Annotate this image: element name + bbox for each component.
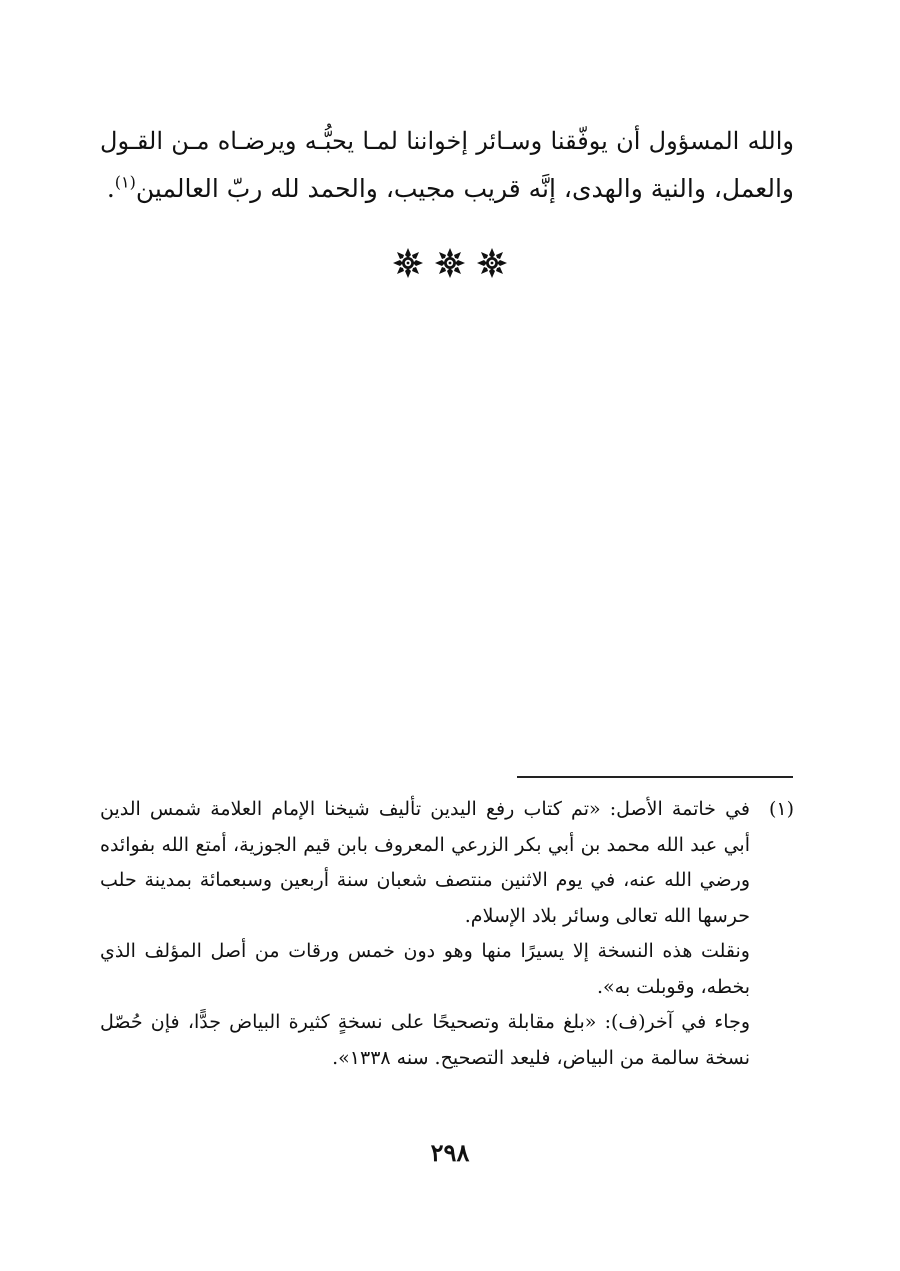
main-paragraph [100, 118, 794, 212]
flower-ornament-icon [392, 247, 424, 279]
footnote-line: في خاتمة الأصل: «تم كتاب رفع اليدين تأليف شيخنا الإمام العلامة شمس الدين [100, 798, 750, 820]
main-line-2 [100, 165, 794, 212]
page-number: ٢٩٨ [430, 1138, 470, 1167]
main-line-2-period: . [106, 174, 115, 203]
footnote-line: ورضي الله عنه، في يوم الاثنين منتصف شعبان سنة أربعين وسبعمائة بمدينة حلب [100, 869, 750, 891]
footnote-body [100, 792, 750, 1076]
footnote-line: بخطه، وقوبلت به». [597, 975, 750, 998]
footnote-line: وجاء في آخر(ف): «بلغ مقابلة وتصحيحًا على نسخةٍ كثيرة البياض جدًّا، فإن حُصّل [100, 1011, 750, 1033]
flower-ornament-icon [434, 247, 466, 279]
footnote-separator [517, 776, 793, 778]
footnote-reference[interactable]: (١) [114, 172, 136, 192]
section-divider-ornaments [392, 244, 508, 282]
main-line-1: والله المسؤول أن يوفّقنا وسـائر إخواننا لمـا يحبُّـه ويرضـاه مـن القـول [100, 127, 795, 155]
footnote-1 [100, 792, 794, 1076]
footnote-line: نسخة سالمة من البياض، فليعد التصحيح. سنه ١٣٣٨». [332, 1046, 750, 1069]
footnote-number: (١) [768, 798, 794, 820]
footnote-line: حرسها الله تعالى وسائر بلاد الإسلام. [464, 904, 750, 927]
flower-ornament-icon [476, 247, 508, 279]
main-line-2-text: والعمل، والنية والهدى، إنَّه قريب مجيب، والحمد لله ربّ العالمين [135, 174, 794, 203]
footnote-line: ونقلت هذه النسخة إلا يسيرًا منها وهو دون خمس ورقات من أصل المؤلف الذي [100, 940, 750, 962]
footnotes-section [100, 792, 794, 1076]
footnote-line: أبي عبد الله محمد بن أبي بكر الزرعي المعروف بابن قيم الجوزية، أمتع الله بفوائده [100, 833, 750, 856]
